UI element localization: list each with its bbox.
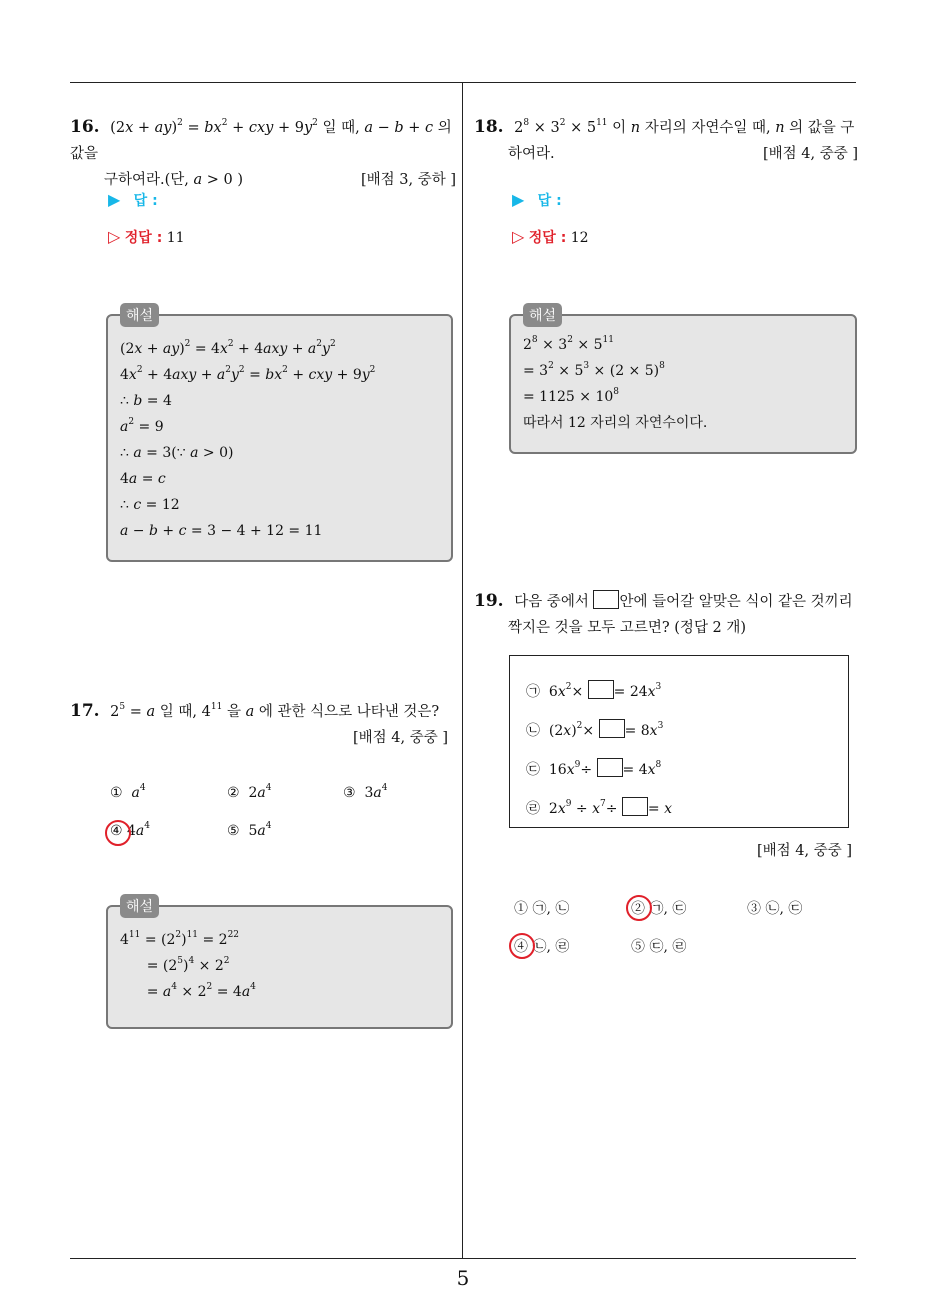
triangle-icon: ▶ <box>512 190 525 209</box>
solution-box <box>106 899 453 1029</box>
blank-box-icon <box>593 590 619 609</box>
solution-tag: 해설 <box>523 303 562 327</box>
score-19 <box>474 838 852 864</box>
question-text: 다음 중에서 <box>514 594 589 610</box>
correct-value: 12 <box>570 230 589 246</box>
answer-label: 답 : <box>537 193 562 209</box>
triangle-outline-icon: ▷ <box>108 227 121 246</box>
choice-1[interactable]: ① ㉠, ㉡ <box>514 901 570 917</box>
choice-3[interactable]: ③ $3a^4$ <box>343 783 388 801</box>
question-text: 일 때, <box>322 120 360 136</box>
answer-line <box>108 190 158 210</box>
bottom-rule <box>70 1258 856 1259</box>
correct-label: 정답 : <box>528 230 567 246</box>
question-text: 짝지은 것을 모두 고르면? (정답 2 개) <box>508 620 747 636</box>
choice-5[interactable]: ⑤ $5a^4$ <box>227 821 272 839</box>
page-number: 5 <box>456 1266 470 1290</box>
choice-5[interactable]: ⑤ ㉢, ㉣ <box>631 939 687 955</box>
question-number: 17. <box>70 701 100 721</box>
question-text: 구하여라.(단, <box>104 172 189 188</box>
question-19 <box>474 588 858 641</box>
question-text: 일 때, <box>159 704 198 720</box>
question-18: 18. $2^8 \times 3^2 \times 5^{11}$ 이 n 자리의 자연수일 때, n 의 값을 구 하여라. [배점 4, 중중 ] <box>474 114 858 167</box>
choice-4[interactable]: ④ ㉡, ㉣ <box>514 936 569 956</box>
question-text: 자리의 자연수일 때, <box>644 120 771 136</box>
choice-2[interactable]: ② $2a^4$ <box>227 783 272 801</box>
solution-tag: 해설 <box>120 894 159 918</box>
choice-4[interactable]: ④ $4a^4$ <box>110 823 150 839</box>
blank-box-icon <box>597 758 623 777</box>
question-text: 안에 들어갈 알맞은 식이 같은 것끼리 <box>619 594 853 610</box>
choice-1[interactable]: ① $a^4$ <box>110 783 146 801</box>
blank-box-icon <box>622 797 648 816</box>
choice-3[interactable]: ③ ㉡, ㉢ <box>747 901 803 917</box>
blank-box-icon <box>588 680 614 699</box>
score-label: [배점 4, 중중 ] <box>352 730 448 746</box>
solution-lines: $4^{11} = (2^2)^{11} = 2^{22}$ = $(2^5)^4 \times 2^2$ = $a^4 \times 2^2 = 4a^4$ <box>120 930 256 1000</box>
correct-value: 11 <box>166 230 185 246</box>
question-text: 의 값을 구 <box>789 120 855 136</box>
solution-box <box>509 308 857 454</box>
correct-answer-line <box>512 227 589 247</box>
question-number: 16. <box>70 117 100 137</box>
answer-label: 답 : <box>133 193 158 209</box>
correct-label: 정답 : <box>124 230 163 246</box>
question-17: 17. $2^5 = a$ 일 때, $4^{11}$ 을 a 에 관한 식으로 나타낸 것은? [배점 4, 중중 ] <box>70 698 456 751</box>
question-text: 을 <box>226 704 241 720</box>
selected-circle-icon <box>626 895 652 921</box>
solution-lines: $(2x + ay)^2 = 4x^2 + 4axy + a^2y^2$ $4x^2 + 4axy + a^2y^2 = bx^2$ + cxy + $9y^2$ ∴ b = 4 $a^2 = 9$ ∴ a = 3(∵ a > 0) 4a = c ∴ c = 12 a − b + c = 3 − 4 + 12 = 11 <box>120 339 376 539</box>
top-rule <box>70 82 856 83</box>
blank-box-icon <box>599 719 625 738</box>
items-frame: ㉠ $6x^2\times = 24x^3$ ㉡ $(2x)^2\times = 8x^3$ ㉢ $16x^9\div = 4x^8$ ㉣ $2x^9 \div x^7\div = x$ <box>509 655 849 828</box>
question-number: 19. <box>474 591 504 611</box>
selected-circle-icon <box>105 820 131 846</box>
question-text: 에 관한 식으로 나타낸 것은? <box>258 704 440 720</box>
correct-answer-line <box>108 227 185 247</box>
selected-circle-icon <box>509 933 535 959</box>
question-text: 의 값을 <box>70 120 452 162</box>
column-divider <box>462 82 463 1258</box>
question-number: 18. <box>474 117 504 137</box>
question-text: 이 <box>612 120 627 136</box>
question-text: 하여라. <box>508 146 555 162</box>
solution-lines: $2^8 \times 3^2 \times 5^{11}$ = $3^2 \times 5^3 \times (2 \times 5)^8$ = $1125 \times 10^8$ 따라서 12 자리의 자연수이다. <box>523 332 707 436</box>
choice-2[interactable]: ② ㉠, ㉢ <box>631 898 686 918</box>
question-16: 16. $(2x + ay)^2 = bx^2$ + cxy + $9y^2$ 일 때, a − b + c 의 값을 구하여라.(단, a > 0 ) [배점 3, 중하 ] <box>70 114 456 193</box>
solution-box <box>106 308 453 562</box>
score-label: [배점 4, 중중 ] <box>762 146 858 162</box>
solution-tag: 해설 <box>120 303 159 327</box>
solution-conclusion: 따라서 12 자리의 자연수이다. <box>523 415 708 431</box>
score-label: [배점 4, 중중 ] <box>756 843 852 859</box>
score-label: [배점 3, 중하 ] <box>360 172 456 188</box>
triangle-icon: ▶ <box>108 190 121 209</box>
triangle-outline-icon: ▷ <box>512 227 525 246</box>
answer-line <box>512 190 562 210</box>
